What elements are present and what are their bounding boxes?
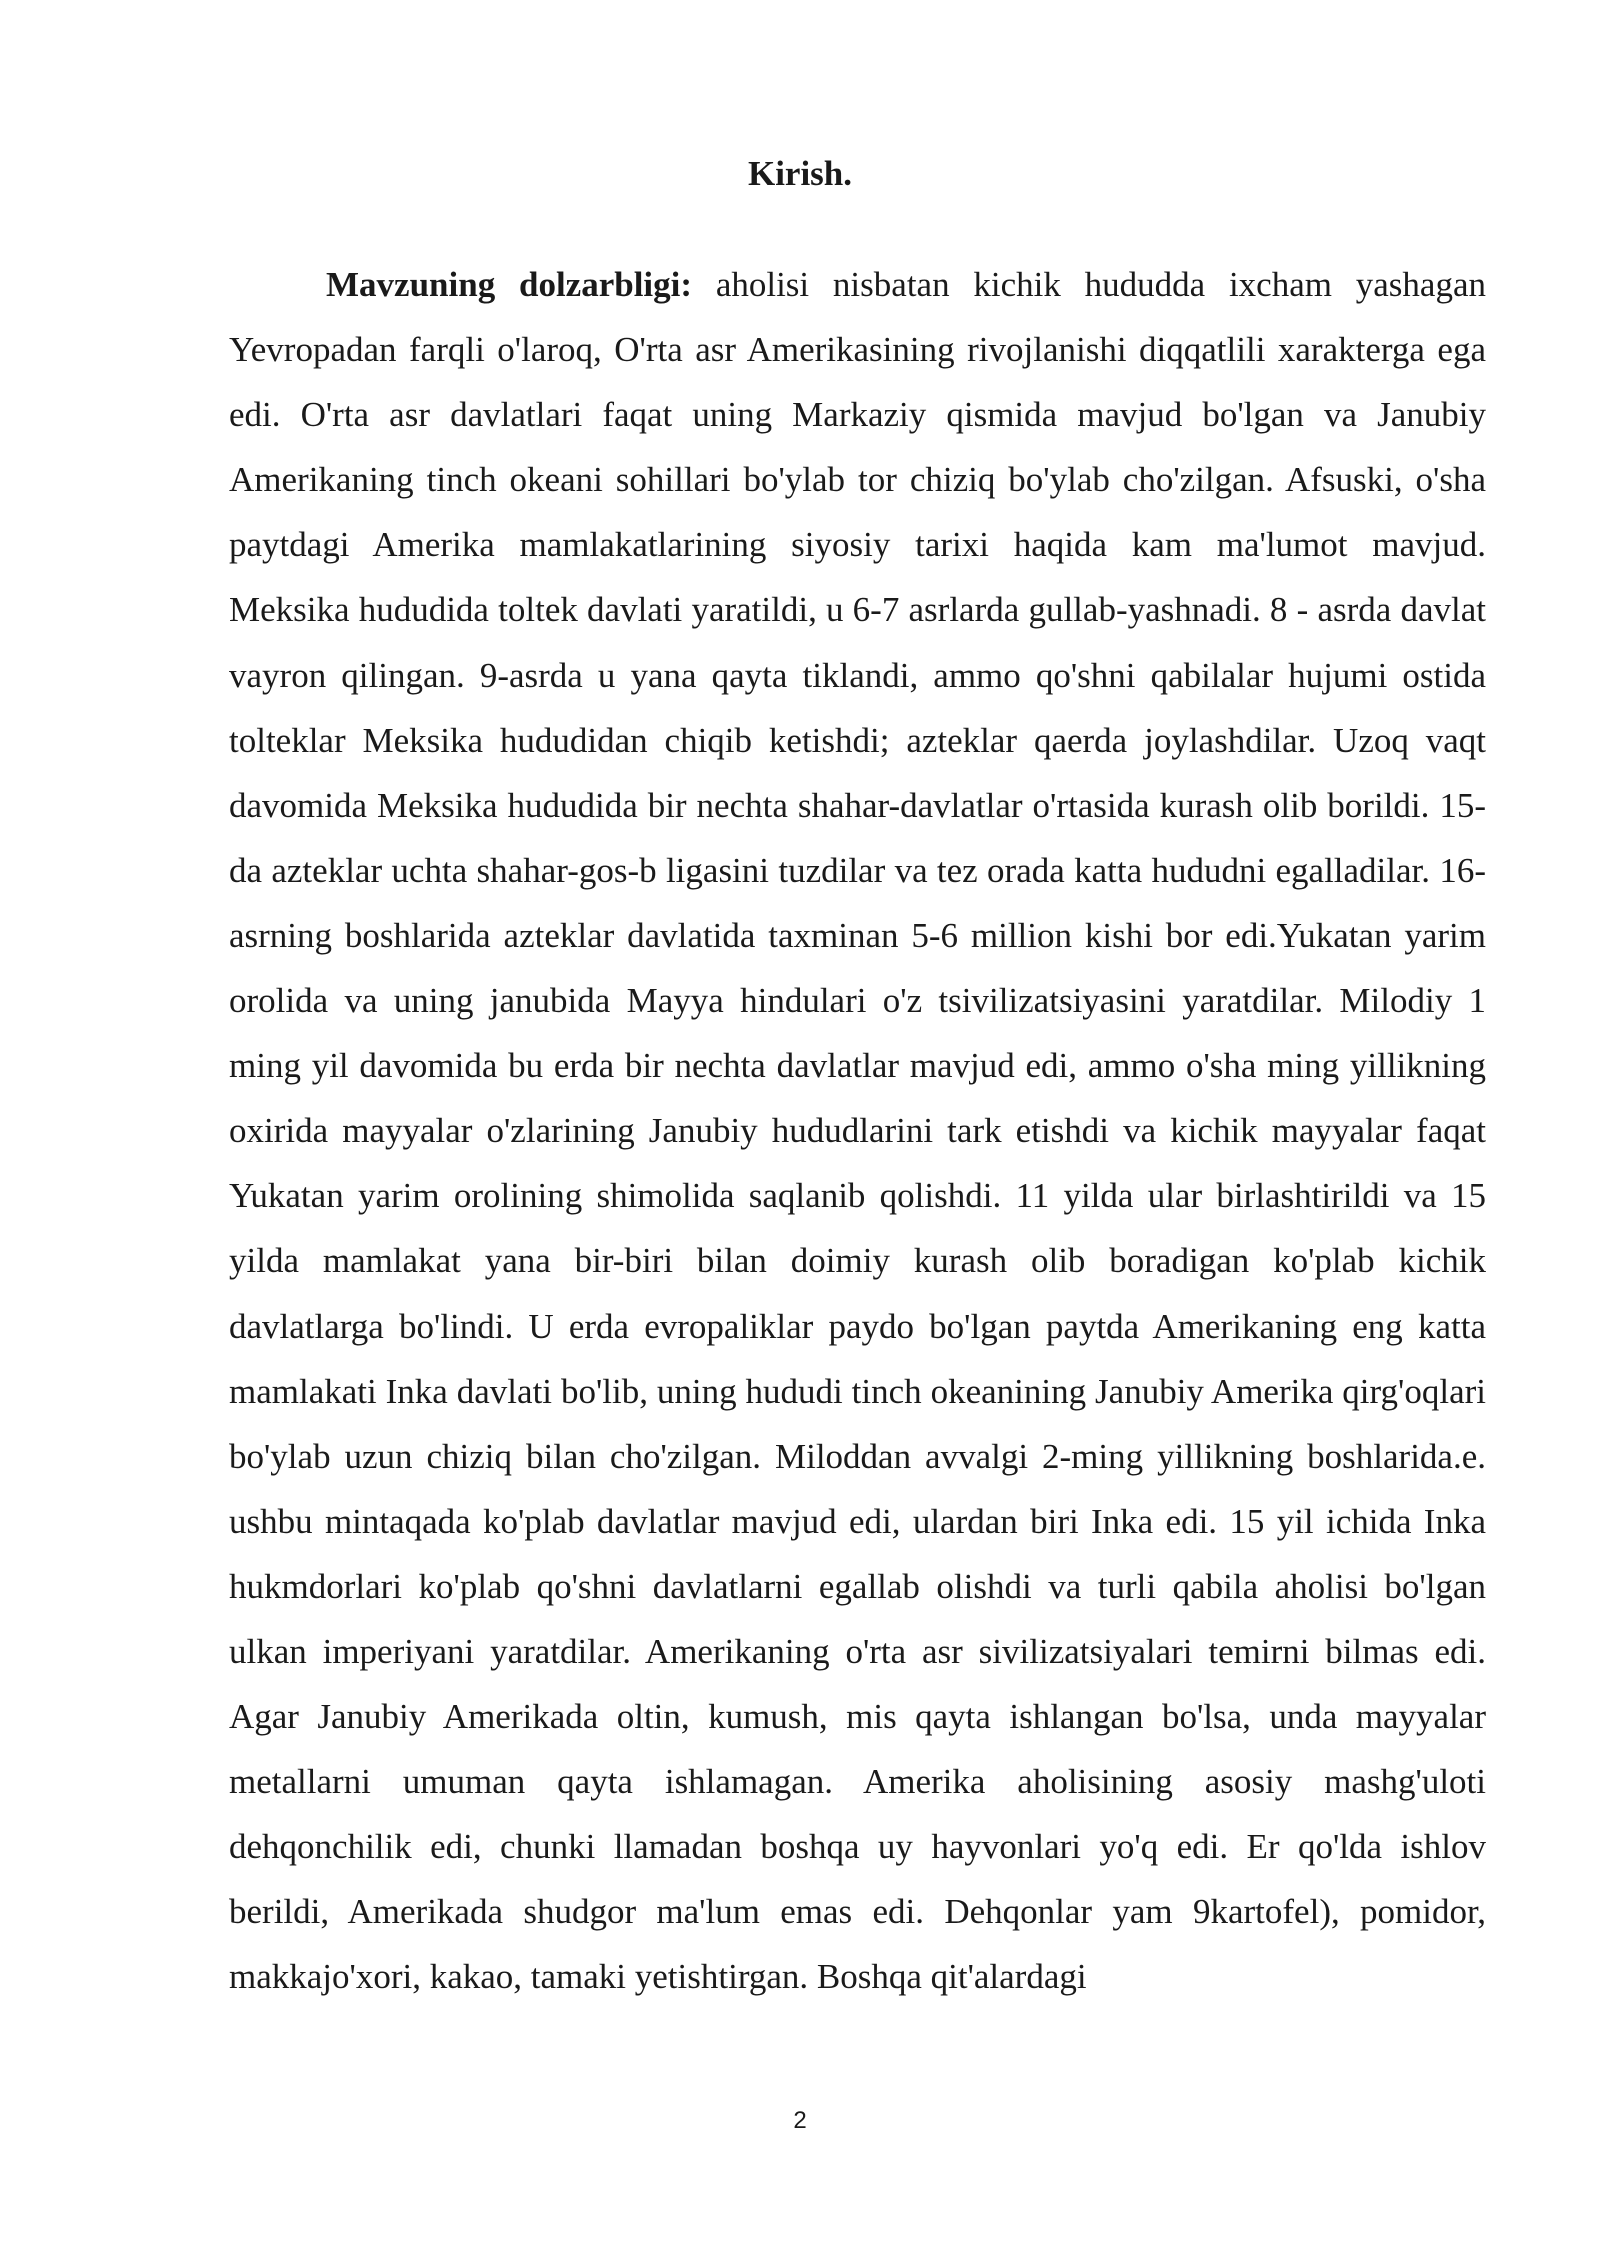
paragraph-text: aholisi nisbatan kichik hududda ixcham yashagan Yevropadan farqli o'laroq, O'rta asr Amerikasining rivojlanishi diqqatlili xarakterga ega edi. O'rta asr davlatlari faqat uning Markaziy qismida mavjud bo'lgan va Janubiy Amerikaning tinch okeani sohillari bo'ylab tor chiziq bo'ylab cho'zilgan. Afsuski, o'sha paytdagi Amerika mamlakatlarining siyosiy tarixi haqida kam ma'lumot mavjud. Meksika hududida toltek davlati yaratildi, u 6-7 asrlarda gullab-yashnadi. 8 - asrda davlat vayron qilingan. 9-asrda u yana qayta tiklandi, ammo qo'shni qabilalar hujumi ostida tolteklar Meksika hududidan chiqib ketishdi; azteklar qaerda joylashdilar. Uzoq vaqt davomida Meksika hududida bir nechta shahar-davlatlar o'rtasida kurash olib borildi. 15-da azteklar uchta shahar-gos-b ligasini tuzdilar va tez orada katta hududni egalladilar. 16-asrning boshlarida azteklar davlatida taxminan 5-6 million kishi bor edi.Yukatan yarim orolida va uning janubida Mayya hindulari o'z tsivilizatsiyasini yaratdilar. Milodiy 1 ming yil davomida bu erda bir nechta davlatlar mavjud edi, ammo o'sha ming yillikning oxirida mayyalar o'zlarining Janubiy hududlarini tark etishdi va kichik mayyalar faqat Yukatan yarim orolining shimolida saqlanib qolishdi. 11 yilda ular birlashtirildi va 15 yilda mamlakat yana bir-biri bilan doimiy kurash olib boradigan ko'plab kichik davlatlarga bo'lindi. U erda evropaliklar paydo bo'lgan paytda Amerikaning eng katta mamlakati Inka davlati bo'lib, uning hududi tinch okeanining Janubiy Amerika qirg'oqlari bo'ylab uzun chiziq bilan cho'zilgan. Miloddan avvalgi 2-ming yillikning boshlarida.e. ushbu mintaqada ko'plab davlatlar mavjud edi, ulardan biri Inka edi. 15 yil ichida Inka hukmdorlari ko'plab qo'shni davlatlarni egallab olishdi va turli qabila aholisi bo'lgan ulkan imperiyani yaratdilar. Amerikaning o'rta asr sivilizatsiyalari temirni bilmas edi. Agar Janubiy Amerikada oltin, kumush, mis qayta ishlangan bo'lsa, unda mayyalar metallarni umuman qayta ishlamagan. Amerika aholisining asosiy mashg'uloti dehqonchilik edi, chunki llamadan boshqa uy hayvonlari yo'q edi. Er qo'lda ishlov berildi, Amerikada shudgor ma'lum emas edi. Dehqonlar yam 9kartofel), pomidor, makkajo'xori, kakao, tamaki yetishtirgan. Boshqa qit'alardagi: [229, 265, 1486, 1997]
page-title: Kirish.: [747, 154, 853, 193]
paragraph-lead: Mavzuning dolzarbligi:: [326, 265, 693, 304]
page-number: 2: [793, 2107, 807, 2134]
body-paragraph: [229, 252, 1486, 2010]
